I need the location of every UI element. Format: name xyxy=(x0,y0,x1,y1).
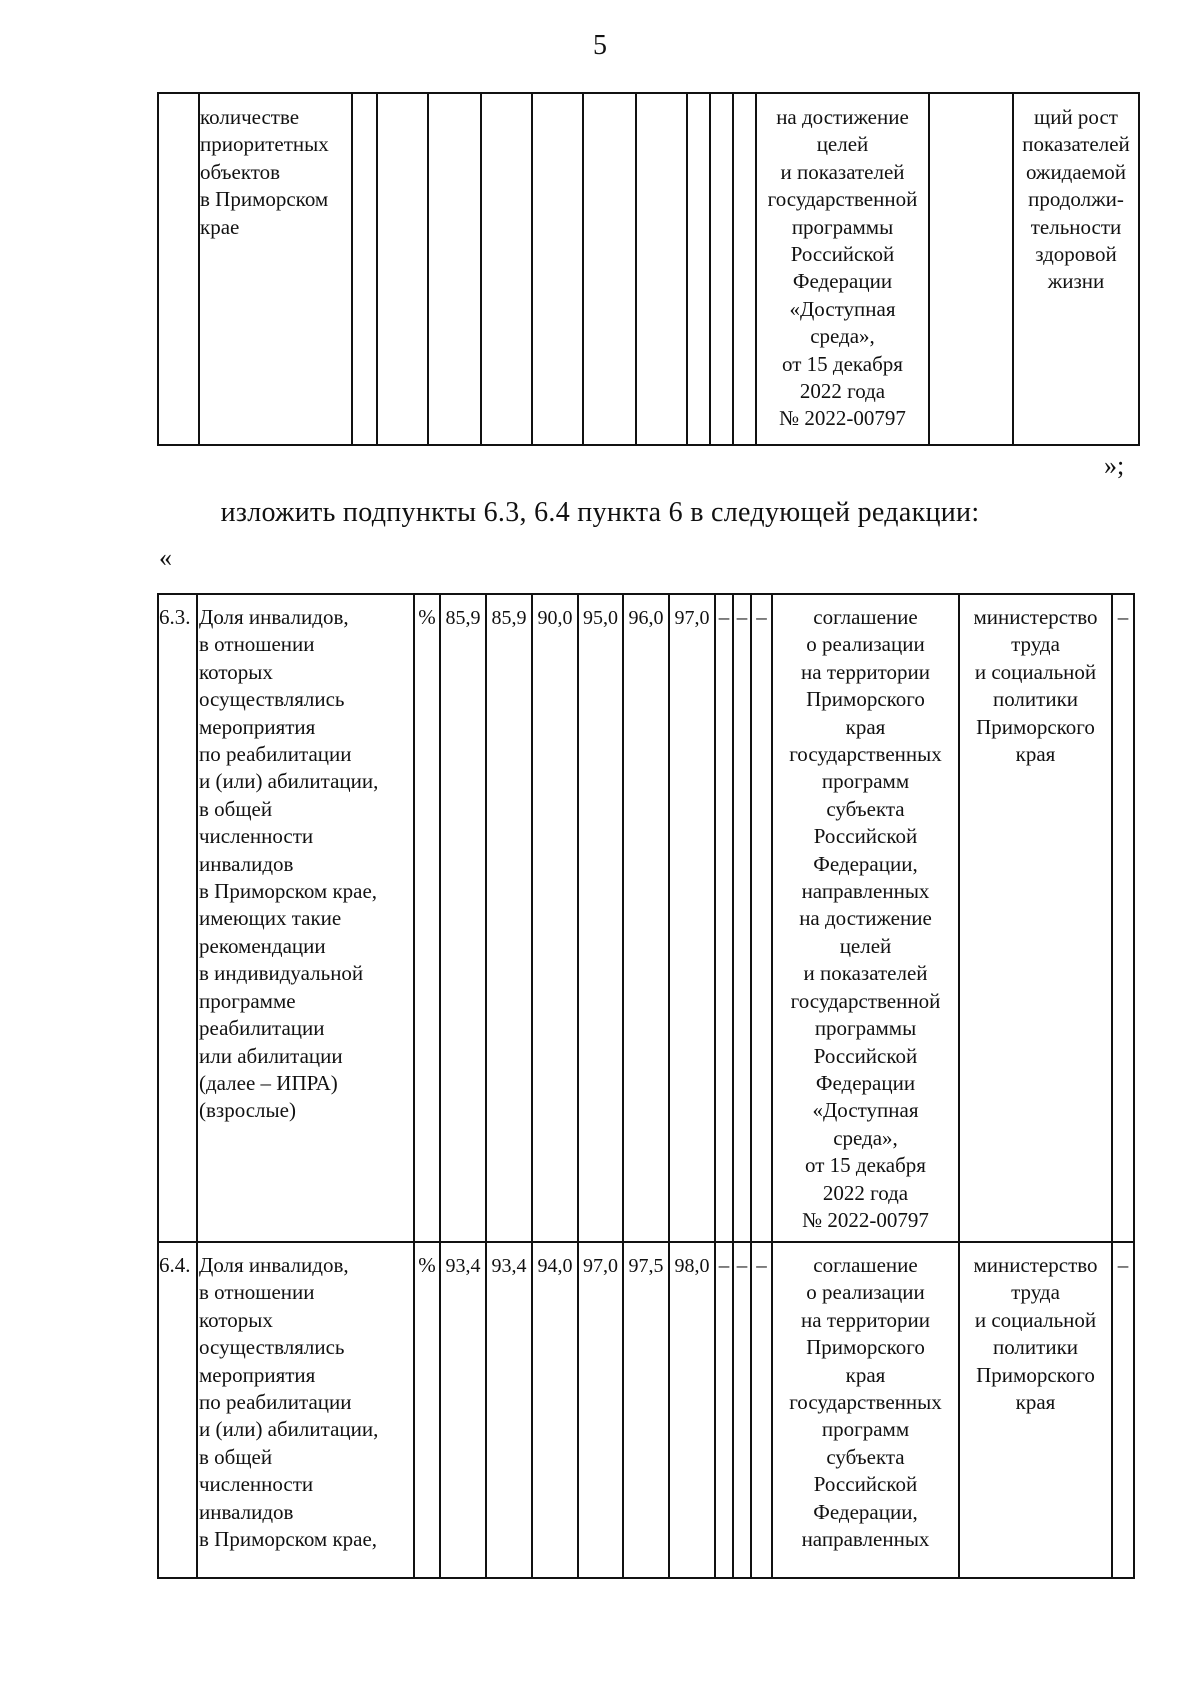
value-cell: 97,5 xyxy=(628,1255,664,1277)
related-cell: – xyxy=(1117,1253,1129,1277)
value-cell: 85,9 xyxy=(491,607,527,629)
dash-cell: – xyxy=(736,605,748,629)
dash-cell: – xyxy=(718,1253,730,1277)
value-cell: 94,0 xyxy=(537,1255,573,1277)
indicator-name: Доля инвалидов, в отношении которых осуществлялись мероприятия по реабилитации и (или) абилитации, в общей численности инвалидов в Приморском крае, xyxy=(199,1253,379,1552)
page-number: 5 xyxy=(593,30,607,61)
row-number: 6.3. xyxy=(159,605,191,629)
value-cell: 97,0 xyxy=(674,607,710,629)
top-table-document-cell: на достижение целей и показателей государственной программы Российской Федерации «Доступная среда», от 15 декабря 2022 года № 2022-00797 xyxy=(767,105,918,431)
dash-cell: – xyxy=(756,1253,767,1277)
related-cell: – xyxy=(1117,605,1129,629)
unit: % xyxy=(418,605,436,629)
top-table-name-cell: количестве приоритетных объектов в Приморском крае xyxy=(200,105,329,239)
row-number: 6.4. xyxy=(159,1253,191,1277)
open-quote: « xyxy=(159,543,172,572)
indicator-name: Доля инвалидов, в отношении которых осуществлялись мероприятия по реабилитации и (или) абилитации, в общей численности инвалидов в Приморском крае, имеющих такие рекомендации в индивидуальной программе реабилитации или абилитации (далее – ИПРА) (взрослые) xyxy=(199,605,379,1123)
value-cell: 85,9 xyxy=(445,607,481,629)
document-cell: соглашение о реализации на территории Приморского края государственных программ субъекта Российской Федерации, направленных xyxy=(789,1253,942,1552)
value-cell: 90,0 xyxy=(537,607,573,629)
responsible-cell: министерство труда и социальной политики Приморского края xyxy=(973,1253,1098,1415)
value-cell: 95,0 xyxy=(583,607,618,629)
dash-cell: – xyxy=(736,1253,748,1277)
value-cell: 98,0 xyxy=(674,1255,710,1277)
value-cell: 97,0 xyxy=(583,1255,618,1277)
value-cell: 93,4 xyxy=(491,1255,527,1277)
dash-cell: – xyxy=(756,605,767,629)
document-cell: соглашение о реализации на территории Приморского края государственных программ субъекта Российской Федерации, направленных на достижение целей и показателей государственной программы Российской Федерации «Доступная среда», от 15 декабря 2022 года № 2022-00797 xyxy=(789,605,942,1232)
responsible-cell: министерство труда и социальной политики Приморского края xyxy=(973,605,1098,767)
dash-cell: – xyxy=(718,605,730,629)
top-table-related-cell: щий рост показателей ожидаемой продолжи- тельности здоровой жизни xyxy=(1022,105,1130,294)
close-quote: »; xyxy=(1104,451,1125,480)
unit: % xyxy=(418,1253,436,1277)
value-cell: 93,4 xyxy=(445,1255,481,1277)
instruction-text: изложить подпункты 6.3, 6.4 пункта 6 в следующей редакции: xyxy=(220,497,980,528)
value-cell: 96,0 xyxy=(628,607,664,629)
